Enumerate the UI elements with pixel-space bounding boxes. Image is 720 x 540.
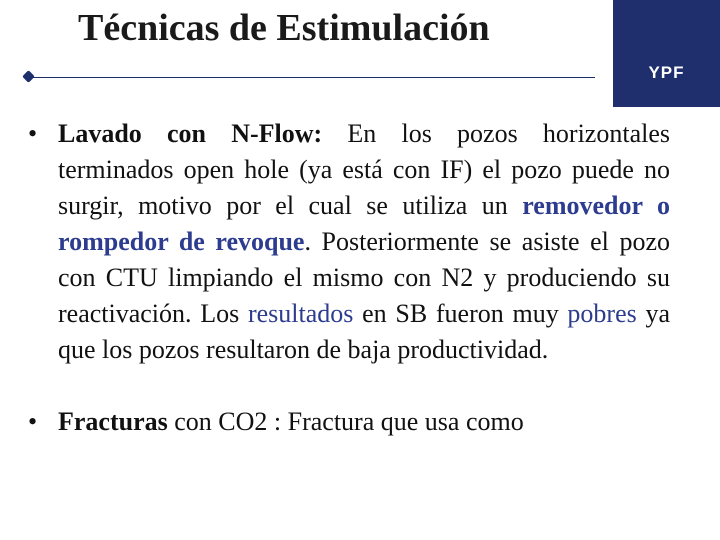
highlight-resultados: resultados [247, 299, 354, 328]
slide-title: Técnicas de Estimulación [78, 7, 490, 49]
highlight-removedor: removedor o rompedor de revoque [58, 191, 670, 256]
bullet-text: en SB fueron muy [353, 299, 568, 328]
bullet-dot: • [28, 407, 38, 436]
title-underline [28, 77, 595, 78]
highlight-pobres: pobres [567, 299, 637, 328]
bullet-lead: Fracturas [58, 407, 168, 436]
bullet-dot: • [28, 119, 38, 148]
bullet-text: En los pozos horizontales terminados open hole (ya está con IF) el pozo puede no surgir, motivo por el cual se utiliza un [58, 119, 670, 220]
bullet-lead: Lavado con N-Flow: [58, 119, 323, 148]
bullet-text: . Posteriormente se asiste el pozo con CTU limpiando el mismo con N2 y produciendo su reactivación. Los [58, 227, 670, 328]
bullet-item-lavado [28, 116, 670, 368]
logo-text: YPF [648, 62, 685, 82]
bullet-text: ya que los pozos resultaron de baja productividad. [58, 299, 670, 364]
ypf-logo [613, 0, 720, 107]
bullet-item-fracturas [28, 404, 670, 440]
slide-body [28, 116, 670, 440]
bullet-text: con CO2 : Fractura que usa como [167, 407, 524, 436]
